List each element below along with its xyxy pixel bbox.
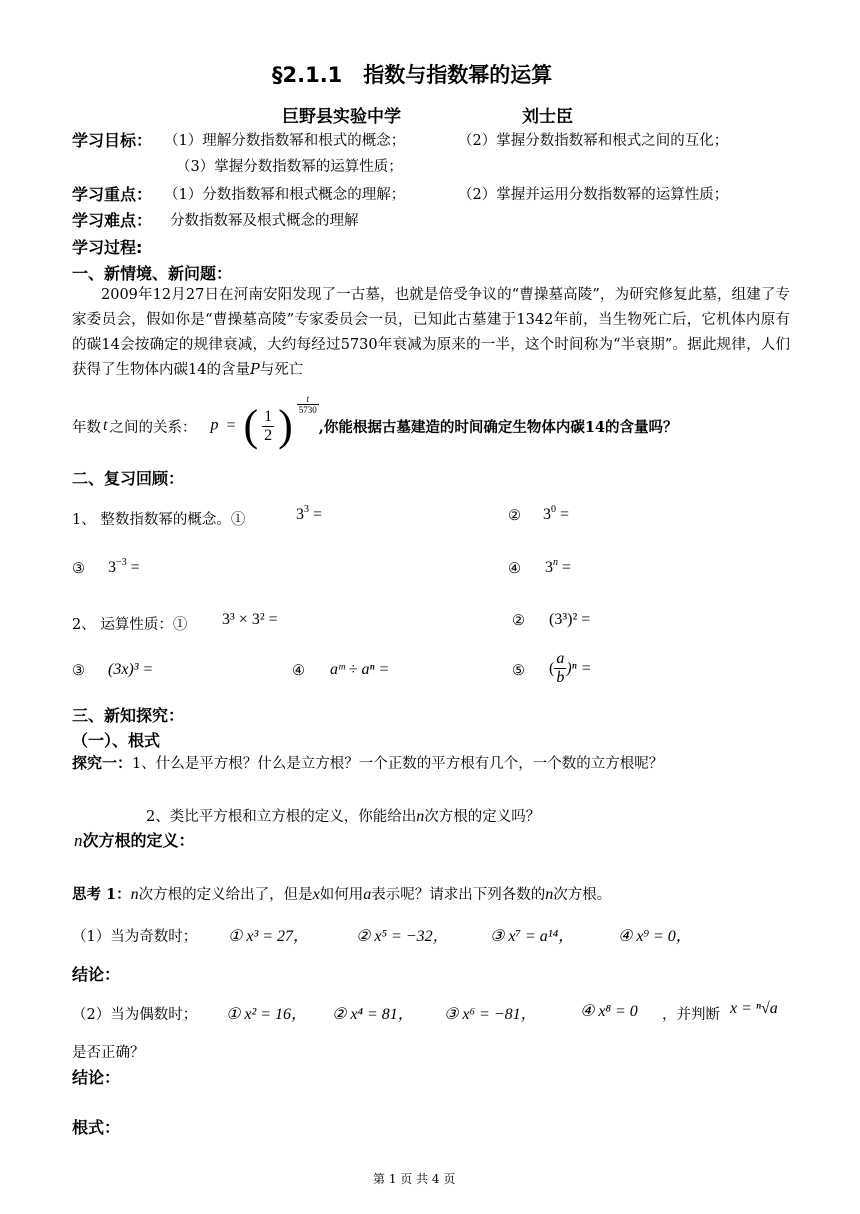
exponent-denominator: 5730 <box>298 405 317 415</box>
explore2-b: 次方根的定义吗？ <box>424 809 541 825</box>
formula-line <box>72 396 678 456</box>
q2-d-mark: ④ <box>292 663 305 679</box>
think1-text-d: 表示呢？请求出下列各数的 <box>371 887 546 903</box>
think1-x: x <box>312 886 320 903</box>
think1-text-b: 次方根的定义给出了，但是 <box>138 887 313 903</box>
q1-d-base: 3 <box>545 559 553 576</box>
goals-label: 学习目标： <box>72 131 153 150</box>
q2-e-mark: ⑤ <box>512 663 525 679</box>
explore1-label: 探究一： <box>72 754 133 772</box>
formula-eq: = <box>226 416 236 434</box>
even-tail: ，并判断 <box>662 1007 720 1023</box>
odd-label: （1）当为奇数时； <box>72 929 198 945</box>
q1-b-base: 3 <box>543 506 551 523</box>
q1-d <box>545 559 571 577</box>
q2-e-num: a <box>556 650 565 667</box>
q2-b-mark: ② <box>512 613 525 629</box>
q1-d-eq: = <box>562 559 572 576</box>
right-paren: ) <box>278 401 293 450</box>
process-label: 学习过程: <box>72 238 143 257</box>
goal-item: （1）理解分数指数幂和根式的概念； <box>164 133 406 149</box>
q1-c-eq: = <box>130 559 140 576</box>
goal-item: （2）掌握分数指数幂和根式之间的互化； <box>458 133 729 149</box>
think1-label: 思考 1： <box>72 886 131 903</box>
author-name: 刘士臣 <box>522 107 573 127</box>
q2-a: 3³ × 3² = <box>222 611 278 628</box>
left-paren: ( <box>243 401 259 450</box>
q1-d-mark: ④ <box>508 561 521 577</box>
explore2-a: 2、类比平方根和立方根的定义，你能给出 <box>146 809 417 825</box>
q1-d-exp: n <box>553 557 558 568</box>
think1-text-e: 次方根。 <box>553 887 612 903</box>
formula-p: p <box>210 416 219 434</box>
formula <box>210 394 318 450</box>
q1-b-exp: 0 <box>551 504 556 515</box>
q1-c-exp: −3 <box>116 557 127 568</box>
def-label: 次方根的定义： <box>82 831 195 850</box>
q1-c <box>108 559 140 577</box>
section1-paragraph <box>72 283 790 383</box>
explore2 <box>146 805 540 826</box>
exponent-numerator: t <box>297 394 319 405</box>
q2-e-den: b <box>556 669 565 686</box>
even-item: ② x⁴ = 81， <box>332 1006 414 1023</box>
difficulties-label: 学习难点： <box>72 211 153 230</box>
even-item: ① x² = 16， <box>226 1006 308 1023</box>
section3-heading: 三、新知探究： <box>72 706 185 725</box>
think1-a: a <box>363 886 372 903</box>
var-t: t <box>103 417 108 434</box>
exponent-fraction <box>297 394 319 415</box>
author-school: 巨野县实验中学 <box>282 107 401 127</box>
odd-item: ③ x⁷ = a¹⁴， <box>490 928 575 945</box>
q1-c-mark: ③ <box>72 561 85 577</box>
formula-line-b: 之间的关系： <box>109 419 197 436</box>
section1-paragraph-tail: 与死亡 <box>259 362 304 378</box>
conclusion-1: 结论： <box>72 965 121 984</box>
var-p: P <box>249 362 260 378</box>
q1-b-eq: = <box>560 506 570 523</box>
keypoint-item: （2）掌握并运用分数指数幂的运算性质； <box>458 187 729 203</box>
goal-item: （3）掌握分数指数幂的运算性质； <box>176 159 403 175</box>
radical-label: 根式： <box>72 1118 121 1137</box>
q2-e-fraction <box>554 650 566 687</box>
odd-item: ② x⁵ = −32， <box>356 928 449 945</box>
q2-d: aᵐ ÷ aⁿ = <box>330 661 390 678</box>
q1-a <box>296 506 322 524</box>
think1-text-c: 如何用 <box>319 887 364 903</box>
q2-e <box>549 650 592 687</box>
conclusion-2: 结论： <box>72 1068 121 1087</box>
explore2-n: n <box>416 808 425 825</box>
q1-a-eq: = <box>313 506 323 523</box>
section2-heading: 二、复习回顾： <box>72 469 185 488</box>
section1-heading: 一、新情境、新问题： <box>72 264 233 283</box>
keypoint-item: （1）分数指数幂和根式概念的理解； <box>164 187 406 203</box>
n-root-definition <box>74 828 195 851</box>
section1-paragraph-text: 2009年12月27日在河南安阳发现了一古墓，也就是倍受争议的“曹操墓高陵”，为研究修复此墓，组建了专家委员会，假如你是“曹操墓高陵”专家委员会一员，已知此古墓建于1342年前，当生物死亡后，它机体内原有的碳14会按确定的规律衰减，大约每经过5730年衰减为原来的一半，这个时间称为“半衰期”。据此规律，人们获得了生物体内碳14的含量 <box>72 287 790 378</box>
difficulties-text: 分数指数幂及根式概念的理解 <box>170 213 359 229</box>
page-footer: 第 1 页 共 4 页 <box>373 1172 456 1186</box>
q2-e-tail: )ⁿ = <box>566 659 592 677</box>
def-n: n <box>74 831 83 850</box>
q1-b-mark: ② <box>508 508 521 524</box>
keypoints-label: 学习重点： <box>72 185 153 204</box>
explore1-text: 1、什么是平方根？什么是立方根？一个正数的平方根有几个，一个数的立方根呢？ <box>132 756 664 772</box>
page-title: §2.1.1 指数与指数幂的运算 <box>272 63 553 87</box>
q1-label: 1、 整数指数幂的概念。① <box>72 512 246 528</box>
even-label: （2）当为偶数时； <box>72 1007 198 1023</box>
fraction-numerator: 1 <box>264 407 273 425</box>
even-formula: x = ⁿ√a <box>730 1000 778 1017</box>
q2-e-open-paren: ( <box>549 659 555 677</box>
think1-n: n <box>130 886 139 903</box>
q2-b: (3³)² = <box>549 611 591 628</box>
odd-item: ① x³ = 27， <box>228 928 310 945</box>
fraction-half <box>262 408 274 445</box>
odd-item: ④ x⁹ = 0， <box>618 928 692 945</box>
even-item: ③ x⁶ = −81， <box>444 1006 537 1023</box>
q2-c: (3x)³ = <box>108 661 154 678</box>
fraction-denominator: 2 <box>264 426 273 444</box>
q1-c-base: 3 <box>108 559 116 576</box>
think1 <box>72 883 611 904</box>
formula-line-c: ,你能根据古墓建造的时间确定生物体内碳14的含量吗？ <box>318 418 678 436</box>
explore1 <box>72 752 663 773</box>
think1-n2: n <box>545 886 554 903</box>
formula-line-a: 年数 <box>72 419 101 436</box>
q1-a-exp: 3 <box>304 504 309 515</box>
q2-label: 2、 运算性质：① <box>72 617 188 633</box>
even-next: 是否正确？ <box>72 1045 145 1061</box>
q2-c-mark: ③ <box>72 663 85 679</box>
q1-a-base: 3 <box>296 506 304 523</box>
section3-subheading: （一）、根式 <box>72 731 161 750</box>
q1-b <box>543 506 569 524</box>
even-item: ④ x⁸ = 0 <box>580 1003 638 1020</box>
